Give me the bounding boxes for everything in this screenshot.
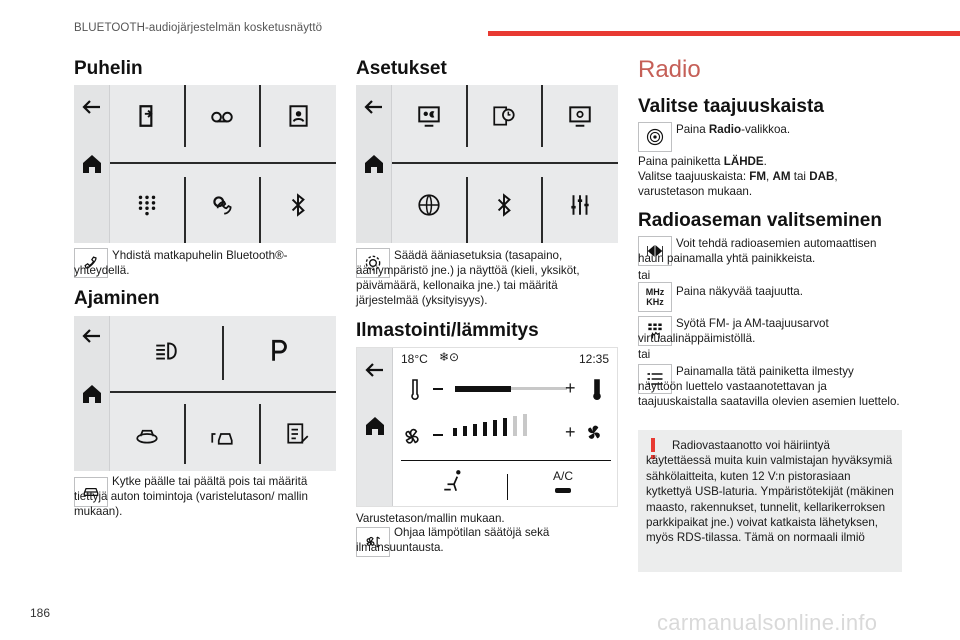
fan-level-bar <box>513 416 517 436</box>
or-label: tai <box>638 269 651 282</box>
date-time-icon[interactable] <box>466 91 541 141</box>
page-number: 186 <box>30 606 51 620</box>
driving-menu-screen <box>74 316 336 471</box>
voicemail-icon[interactable] <box>184 91 259 141</box>
seek-caption: Voit tehdä radioasemien automaattisen haun painamalla yhtä painikkeista. <box>638 237 877 265</box>
climate-note: Varustetason/mallin mukaan. <box>356 512 505 525</box>
climate-caption: Ohjaa lämpötilan säätöjä sekä ilmansuuntausta. <box>356 526 550 554</box>
back-arrow-icon[interactable] <box>362 95 386 119</box>
warning-box <box>638 430 902 572</box>
temp-level-bar[interactable] <box>455 386 511 392</box>
parking-icon[interactable] <box>222 324 336 378</box>
band-step-2: Paina painiketta LÄHDE. <box>638 155 767 168</box>
driver-assist-icon[interactable] <box>184 404 259 464</box>
screen-sidebar <box>74 316 110 471</box>
fan-low-icon <box>399 424 425 448</box>
vehicle-view-icon[interactable] <box>110 404 184 464</box>
keypad-caption: Syötä FM- ja AM-taajuusarvot virtuaalinäppäimistöllä. <box>638 317 829 345</box>
thermometer-icon <box>589 378 605 402</box>
equalizer-icon[interactable] <box>541 177 618 233</box>
header-accent-bar <box>488 31 960 36</box>
fan-level-bar <box>473 424 477 436</box>
thermometer-icon <box>407 378 423 402</box>
climate-divider <box>507 474 508 500</box>
frequency-caption: Paina näkyvää taajuutta. <box>676 285 803 298</box>
home-icon[interactable] <box>363 414 387 438</box>
screen-settings-icon[interactable] <box>541 91 618 141</box>
radio-title: Radio <box>638 56 701 83</box>
ac-indicator <box>555 488 571 493</box>
fan-level-bar <box>483 422 487 436</box>
band-step-1: Paina Radio-valikkoa. <box>676 123 791 136</box>
back-arrow-icon[interactable] <box>363 358 387 382</box>
driving-caption: Kytke päälle tai päältä pois tai määritä tiettyjä auton toimintoja (varistelutason/ mallin mukaan). <box>74 475 308 518</box>
home-icon[interactable] <box>362 152 386 176</box>
fan-decrease-button[interactable] <box>433 434 443 436</box>
fan-increase-button[interactable]: + <box>565 422 576 442</box>
grid-divider <box>110 162 336 164</box>
watermark: carmanualsonline.info <box>657 610 878 635</box>
bluetooth-icon[interactable] <box>466 177 541 233</box>
fan-level-bar <box>463 426 467 436</box>
radio-icon <box>638 122 672 152</box>
home-icon[interactable] <box>80 382 104 406</box>
band-step-4: varustetason mukaan. <box>638 185 753 198</box>
screen-sidebar <box>74 85 110 243</box>
driving-heading: Ajaminen <box>74 288 160 309</box>
headlights-icon[interactable] <box>110 324 222 378</box>
phone-caption: Yhdistä matkapuhelin Bluetooth®-yhteydellä. <box>74 249 288 277</box>
climate-heading: Ilmastointi/lämmitys <box>356 320 539 341</box>
phone-heading: Puhelin <box>74 58 143 79</box>
status-temperature: 18°C <box>401 352 428 366</box>
band-step-3: Valitse taajuuskaista: FM, AM tai DAB, <box>638 170 838 183</box>
phone-transfer-icon[interactable] <box>110 91 184 141</box>
bluetooth-icon[interactable] <box>259 177 336 233</box>
ac-button[interactable]: A/C <box>553 469 574 483</box>
or-label: tai <box>638 348 651 361</box>
station-heading: Radioaseman valitseminen <box>638 210 882 231</box>
running-header: BLUETOOTH-audiojärjestelmän kosketusnäyttö <box>74 22 323 34</box>
screen-sidebar <box>356 85 392 243</box>
status-indicators-icon: ❄⊙ <box>439 350 460 364</box>
climate-divider <box>401 460 611 461</box>
band-heading: Valitse taajuuskaista <box>638 96 824 117</box>
grid-divider <box>392 162 618 164</box>
fan-level-bar <box>453 428 457 436</box>
fan-level-bar <box>493 420 497 436</box>
settings-menu-screen <box>356 85 618 243</box>
settings-heading: Asetukset <box>356 58 447 79</box>
temp-level-track <box>511 387 567 390</box>
fan-level-bar <box>503 418 507 436</box>
list-caption: Painamalla tätä painiketta ilmestyy näyttöön luettelo vastaanotettavan ja taajuuskaistalla saatavilla olevien asemien luettelo. <box>638 365 900 408</box>
warning-text: Radiovastaanotto voi häiriintyä käytettäessä muita kuin valmistajan hyväksymiä sähkölaitteita, kuten 12 V:n pistorasiaan kytkettyä USB-laturia. Ympäristötekijät (mäkinen maasto, rakennukset, tunnelit, kellarikerroksen parkkipaikat jne.) voivat katkaista lähetyksen, myös RDS-tilassa. Tämä on normaali ilmiö <box>646 439 894 545</box>
keypad-icon[interactable] <box>110 177 184 233</box>
fan-high-icon <box>581 420 607 444</box>
vehicle-settings-icon[interactable] <box>259 404 336 464</box>
status-clock: 12:35 <box>579 352 610 366</box>
contacts-icon[interactable] <box>259 91 336 141</box>
fan-level-bar <box>523 414 527 436</box>
screen-sidebar <box>357 348 393 506</box>
language-globe-icon[interactable] <box>392 177 466 233</box>
air-distribution-icon[interactable] <box>441 468 467 494</box>
phone-settings-icon[interactable] <box>184 177 259 233</box>
mhz-khz-icon: MHz KHz <box>638 282 672 312</box>
settings-caption: Säädä ääniasetuksia (tasapaino, ääniympäristö jne.) ja näyttöä (kieli, yksiköt, päivämäärä, kellonaika jne.) tai määritä järjestelmää (yksityisyys). <box>356 249 580 307</box>
display-mode-icon[interactable] <box>392 91 466 141</box>
back-arrow-icon[interactable] <box>80 95 104 119</box>
grid-divider <box>110 391 336 393</box>
climate-screen <box>356 347 618 507</box>
temp-increase-button[interactable]: + <box>565 378 576 398</box>
phone-menu-screen <box>74 85 336 243</box>
temp-decrease-button[interactable] <box>433 388 443 390</box>
home-icon[interactable] <box>80 152 104 176</box>
back-arrow-icon[interactable] <box>80 324 104 348</box>
